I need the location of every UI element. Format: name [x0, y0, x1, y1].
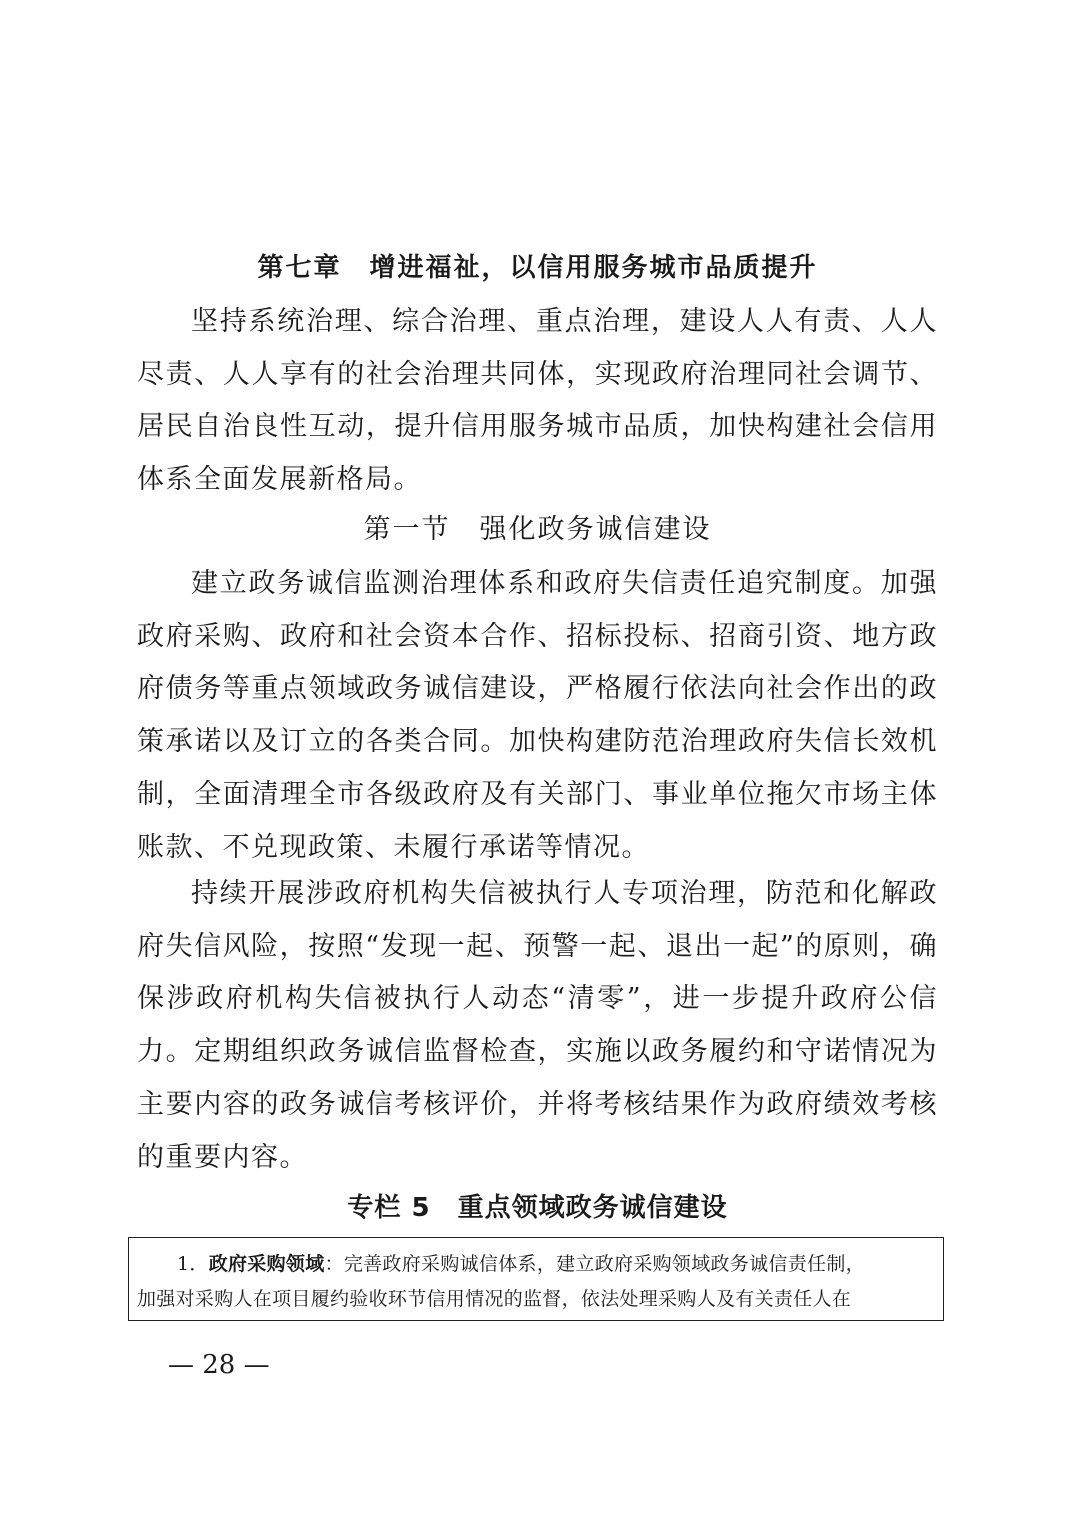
body-paragraph-1: 建立政务诚信监测治理体系和政府失信责任追究制度。加强政府采购、政府和社会资本合作、招标投标、招商引资、地方政府债务等重点领域政务诚信建设，严格履行依法向社会作出的政策承诺以及订立的各类合同。加快构建防范治理政府失信长效机制，全面清理全市各级政府及有关部门、事业单位拖欠市场主体账款、不兑现政策、未履行承诺等情况。: [137, 568, 938, 863]
column-box-line-1: [137, 1247, 935, 1282]
item-number: 1．: [177, 1253, 209, 1275]
item-text-line-1: ：完善政府采购诚信体系，建立政府采购领域政务诚信责任制，: [324, 1253, 865, 1275]
column-box-title: 专栏 5 重点领域政务诚信建设: [347, 1193, 728, 1223]
item-label: 政府采购领域: [208, 1253, 325, 1275]
section-title: 第一节 强化政务诚信建设: [363, 514, 712, 545]
page-number: — 28 —: [168, 1350, 270, 1380]
chapter-title: 第七章 增进福祉，以信用服务城市品质提升: [257, 253, 818, 283]
column-box-line-2: [137, 1282, 935, 1317]
body-paragraph-2: 持续开展涉政府机构失信被执行人专项治理，防范和化解政府失信风险，按照“发现一起、预警一起、退出一起”的原则，确保涉政府机构失信被执行人动态“清零”，进一步提升政府公信力。定期组织政务诚信监督检查，实施以政务履约和守诺情况为主要内容的政务诚信考核评价，并将考核结果作为政府绩效考核的重要内容。: [137, 878, 938, 1173]
intro-paragraph: 坚持系统治理、综合治理、重点治理，建设人人有责、人人尽责、人人享有的社会治理共同体，实现政府治理同社会调节、居民自治良性互动，提升信用服务城市品质，加快构建社会信用体系全面发展新格局。: [137, 306, 938, 496]
column-box: [128, 1237, 944, 1321]
item-text-line-2: 加强对采购人在项目履约验收环节信用情况的监督，依法处理采购人及有关责任人在: [137, 1288, 852, 1310]
